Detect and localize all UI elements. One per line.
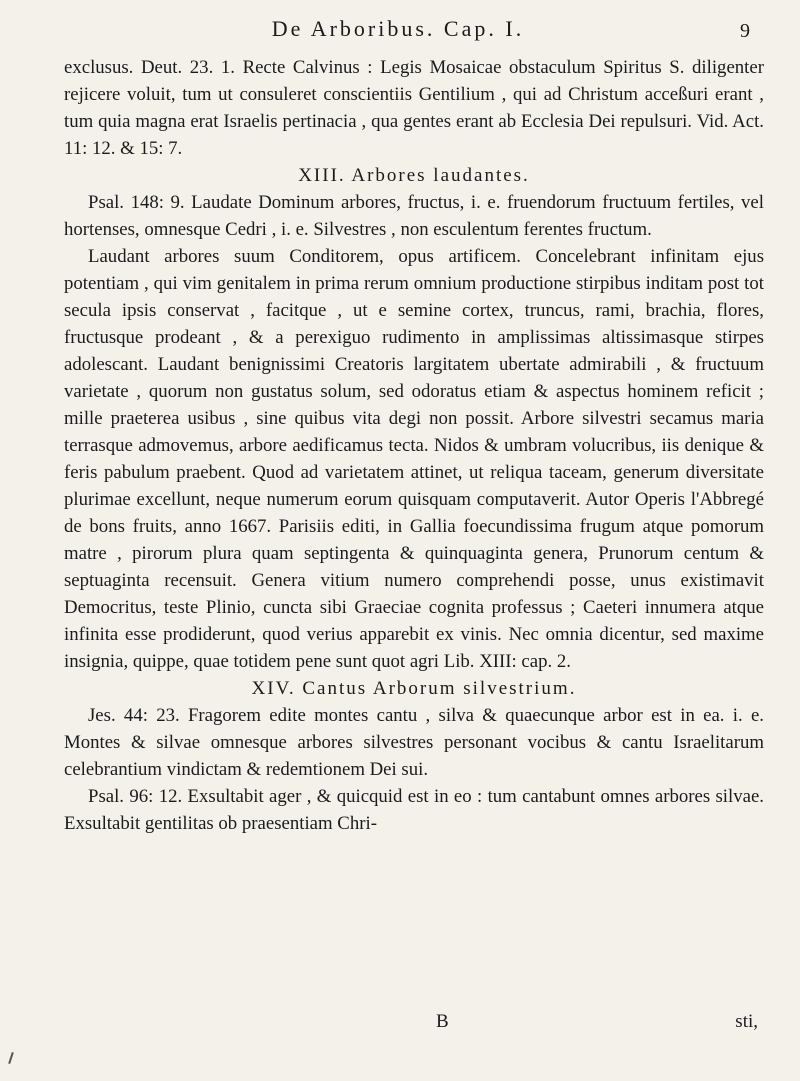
page-number: 9 bbox=[740, 20, 750, 42]
margin-mark bbox=[8, 1052, 14, 1064]
paragraph-intro: exclusus. Deut. 23. 1. Recte Calvinus : Legis Mosaicae obstaculum Spiritus S. diligenter rejicere voluit, tum ut consuleret conscientiis Gentilium , qui ad Christum acceßuri erant , tum quia magna erat Israelis pertinacia , qua gentes erant ab Ecclesia Dei repulsuri. Vid. Act. 11: 12. & 15: 7. bbox=[64, 57, 764, 159]
signature-mark: B bbox=[436, 1011, 449, 1032]
section-13-paragraph-2: Laudant arbores suum Conditorem, opus artificem. Concelebrant infinitam ejus potentiam , qui vim genitalem in prima rerum omnium productione stirpibus inditam post tot secula ipsis conservat , facitque , ut e semine cortex, truncus, rami, brachia, flores, fructusque prodeant , & a perexiguo rudimento in amplissimas altissimasque stirpes adolescant. Laudant benignissimi Creatoris largitatem ubertate admirabili , & fructuum varietate , quorum non gustatus solum, sed odoratus etiam & aspectus hominem reficit ; mille praeterea usibus , sine quibus vita degi non possit. Arbore silvestri secamus maria terrasque admovemus, arbore aedificamus tecta. Nidos & umbram volucribus, iis denique & feris pabulum praebent. Quod ad varietatem attinet, ut reliqua taceam, generum diversitate plurimae excellunt, neque numerum eorum quisquam computaverit. Autor Operis l'Abbregé de bons fruits, anno 1667. Parisiis editi, in Gallia foecundissima frugum atque pomorum matre , pirorum plura quam septingenta & quinquaginta genera, Prunorum centum & septuaginta recensuit. Genera vitium numero comprehendi posse, unus existimavit Democritus, teste Plinio, cuncta sibi Graeciae cognita professus ; Caeteri innumera atque infinita esse prodiderunt, quod verius apparebit ex vinis. Nec omnia dicentur, sed maxime insignia, quippe, quae totidem pene sunt quot agri Lib. XIII: cap. 2. bbox=[64, 246, 764, 672]
section-14-heading: XIV. Cantus Arborum silvestrium. bbox=[251, 678, 577, 699]
page-header bbox=[0, 16, 800, 46]
section-14-paragraph-2: Psal. 96: 12. Exsultabit ager , & quicquid est in eo : tum cantabunt omnes arbores silvae. Exsultabit gentilitas ob praesentiam Chri- bbox=[64, 786, 764, 834]
running-head: De Arboribus. Cap. I. bbox=[271, 16, 525, 41]
catchword: sti, bbox=[735, 1011, 758, 1032]
body-text bbox=[64, 54, 764, 837]
section-14-paragraph-1: Jes. 44: 23. Fragorem edite montes cantu , silva & quaecunque arbor est in ea. i. e. Montes & silvae omnesque arbores silvestres personant vocibus & cantu Israelitarum celebrantium vindictam & redemtionem Dei sui. bbox=[64, 705, 764, 780]
section-13-paragraph-1: Psal. 148: 9. Laudate Dominum arbores, fructus, i. e. fruendorum fructuum fertiles, vel hortenses, omnesque Cedri , i. e. Silvestres , non esculentum ferentes fructum. bbox=[64, 192, 764, 240]
section-13-heading: XIII. Arbores laudantes. bbox=[298, 165, 530, 186]
